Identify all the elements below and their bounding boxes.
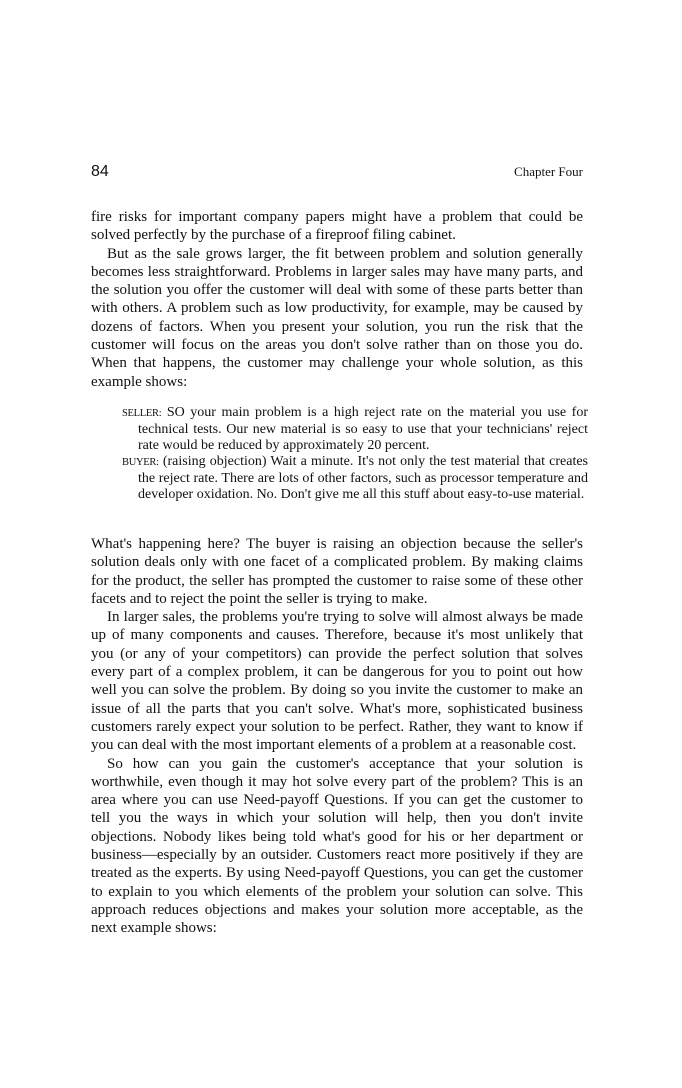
body-text-top bbox=[91, 208, 583, 391]
paragraph: So how can you gain the customer's acceptance that your solution is worthwhile, even though it may hot solve every part of the problem? This is an area where you can use Need-payoff Questions. If you can get the customer to tell you the ways in which your solution will help, then you don't invite objections. Nobody likes being told what's good for his or her department or business—especially by an outsider. Customers react more positively if they are treated as the experts. By using Need-payoff Questions, you can get the customer to explain to you which elements of the problem your solution can solve. This approach reduces objections and makes your solution more acceptable, as the next example shows: bbox=[91, 755, 583, 937]
page-number: 84 bbox=[91, 163, 109, 180]
dialogue-text: SO your main problem is a high reject rate on the material you use for technical tests. Our new material is so easy to use that your technicians' reject rate would be reduced by approximately 20 percent. bbox=[138, 405, 589, 453]
dialogue-example bbox=[122, 405, 588, 502]
paragraph: In larger sales, the problems you're trying to solve will almost always be made up of many components and causes. Therefore, because it's most unlikely that you (or any of your competitors) can provide the perfect solution that solves every part of a complex problem, it can be dangerous for you to point out how well you can solve the problem. By doing so you invite the customer to make an issue of all the parts that you can't solve. What's more, sophisticated business customers rarely expect your solution to be perfect. Rather, they want to know if you can deal with the most important elements of a problem at a reasonable cost. bbox=[91, 609, 583, 754]
dialogue-turn-buyer bbox=[122, 454, 588, 503]
speaker-label: BUYER: bbox=[122, 456, 159, 468]
running-header-chapter: Chapter Four bbox=[514, 164, 583, 179]
paragraph: But as the sale grows larger, the fit between problem and solution generally becomes less straightforward. Problems in larger sales may have many parts, and the solution you offer the customer will deal with some of these parts better than with others. A problem such as low productivity, for example, may be caused by dozens of factors. When you present your solution, you run the risk that the customer will focus on the areas you don't solve rather than on those you do. When that happens, the customer may challenge your whole solution, as this example shows: bbox=[91, 245, 583, 390]
paragraph: What's happening here? The buyer is raising an objection because the seller's solution deals only with one facet of a complicated problem. By making claims for the product, the seller has prompted the customer to raise some of these other facets and to reject the point the seller is trying to make. bbox=[91, 536, 583, 607]
paragraph: fire risks for important company papers might have a problem that could be solved perfectly by the purchase of a fireproof filing cabinet. bbox=[91, 209, 583, 244]
dialogue-text: (raising objection) Wait a minute. It's not only the test material that creates the reject rate. There are lots of other factors, such as processor temperature and developer oxidation. No. Don't give me all this stuff about easy-to-use material. bbox=[138, 453, 589, 502]
body-text-bottom bbox=[91, 535, 583, 938]
speaker-label: SELLER: bbox=[122, 408, 162, 419]
dialogue-turn-seller bbox=[122, 405, 588, 454]
